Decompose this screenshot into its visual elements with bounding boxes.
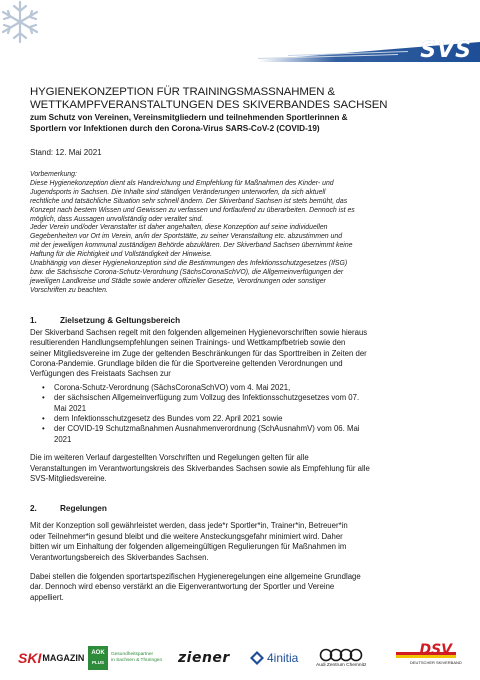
dsv-logo: DSV DEUTSCHER SKIVERBAND (396, 644, 462, 672)
paragraph-line: seiner Mitgliedsvereine im Zuge der geltenden Beschränkungen für das Sporttreiben in Zeiten der (30, 348, 367, 358)
list-item-line: 2021 (54, 434, 72, 444)
audi-logo: Audi Zentrum Chemnitz (316, 644, 366, 672)
paragraph-line: SVS-Mitgliedsvereine. (30, 473, 107, 483)
preface-line: Diese Hygienekonzeption dient als Handreichung und Empfehlung für Maßnahmen des Kinder- und (30, 179, 334, 187)
paragraph-line: oder Teilnehmer*in gesund bleibt und die weitere Ansteckungsgefahr minimiert wird. Daher (30, 531, 343, 541)
preface-line: Jugendsports in Sachsen. Die Inhalte sind ständigen Veränderungen unterworfen, da sich aktuell (30, 188, 326, 196)
regulation-list (30, 383, 455, 445)
document-title (30, 86, 455, 112)
preface-line: jeweiligen Landkreise und Städte sowie anderer offizieller Gesetze, Verordnungen oder sonstiger (30, 277, 326, 285)
list-item (30, 393, 455, 414)
preface-line: mit der jeweiligen kommunal zuständigen Behörde abzuklären. Der Skiverband Sachsen übernimmt keine (30, 242, 353, 250)
subtitle-line: zum Schutz von Vereinen, Vereinsmitgliedern und teilnehmenden Sportlerinnen & (30, 113, 348, 122)
skimagazin-logo: SKI MAGAZIN (18, 650, 85, 666)
subtitle-line: Sportlern vor Infektionen durch den Corona-Virus SARS-CoV-2 (COVID-19) (30, 124, 320, 133)
paragraph-line: resultierenden Handlungsempfehlungen seinen Trainings- und Wettkampfbetrieb sowie den (30, 338, 346, 348)
preface-line: Gegebenheiten vor Ort im Verein, an/in der Sportstätte, zu seiner Veranstaltung etc. abzustimmen und (30, 233, 343, 241)
ziener-logo: ziener (178, 650, 230, 666)
diamond-icon (250, 651, 264, 665)
preface-line: Konzept nach bestem Wissen und Gewissen zu verfassen und fortlaufend zu überarbeiten. Dennoch ist es (30, 206, 355, 214)
list-item (30, 383, 455, 393)
document-subtitle (30, 112, 455, 134)
paragraph-line: Corona-Pandemie. Grundlage bilden die für die Sportvereine geltenden Verordnungen und (30, 358, 343, 368)
section-title: Regelungen (60, 504, 107, 514)
paragraph-line: Mit der Konzeption soll gewährleistet werden, dass jede*r Sportler*in, Trainer*in, Betreuer*in (30, 521, 348, 531)
page-header (0, 0, 480, 82)
section-1-body (30, 328, 455, 380)
document-body (30, 86, 455, 603)
title-line: HYGIENEKONZEPTION FÜR TRAININGSMASSNAHMEN & (30, 86, 335, 98)
paragraph-line: Verfügungen des Freistaats Sachsen zur (30, 369, 171, 379)
section-title: Zielsetzung & Geltungsbereich (60, 315, 181, 325)
section-number: 1. (30, 315, 37, 325)
preface (30, 171, 455, 296)
title-line: WETTKAMPFVERANSTALTUNGEN DES SKIVERBANDES SACHSEN (30, 99, 388, 111)
section-2-body (30, 521, 455, 603)
list-item-line: Mai 2021 (54, 403, 87, 413)
list-item-line: • dem Infektionsschutzgesetz des Bundes vom 22. April 2021 sowie (54, 413, 283, 423)
paragraph-line: Verantwortungsbereich des Skiverbandes Sachsen. (30, 552, 209, 562)
preface-line: Vorbemerkung: (30, 171, 77, 178)
section-heading-1 (30, 316, 455, 325)
preface-line: rechtliche und tatsächliche Situation sehr schnell ändern. Der Skiverband Sachsen ist stets bemüht, das (30, 197, 348, 205)
paragraph-line: Dabei stellen die folgenden sportartspezifischen Hygieneregelungen eine allgemeine Grundlage (30, 572, 361, 581)
paragraph-line: dar. Dennoch wird ebenso verstärkt an die Eigenverantwortung der Sportler und Vereine (30, 582, 335, 592)
brand-logo-text: SVS (420, 38, 472, 63)
preface-line: möglich, dass Aussagen unvollständig oder veraltet sind. (30, 215, 204, 223)
preface-line: Vorschriften zu beachten. (30, 286, 108, 294)
preface-line: bzw. die Sächsische Corona-Schutz-Verordnung (SächsCoronaSchVO), die Allgemeinverfügungen der (30, 268, 344, 276)
paragraph-line: Veranstaltungen im Verantwortungskreis des Skiverbandes Sachsen sowie als Empfehlung für alle (30, 463, 370, 473)
list-item (30, 414, 455, 424)
preface-line: Jeder Verein und/oder Veranstalter ist daher angehalten, diese Konzeption auf seine individuellen (30, 224, 328, 232)
paragraph-line: bitten wir um Einhaltung der folgenden allgemeingültigen Regulierungen für Maßnahmen im (30, 542, 347, 552)
list-item-line: • Corona-Schutz-Verordnung (SächsCoronaSchVO) vom 4. Mai 2021, (54, 382, 291, 392)
audi-rings-icon (318, 648, 364, 662)
list-item (30, 424, 455, 445)
document-date: Stand: 12. Mai 2021 (30, 148, 102, 157)
section-heading-2 (30, 504, 455, 513)
paragraph-line: Die im weiteren Verlauf dargestellten Vorschriften und Regelungen gelten für alle (30, 453, 309, 463)
snowflake-icon (0, 0, 44, 48)
sponsor-footer (0, 636, 480, 680)
4initia-logo: 4initia (250, 644, 298, 672)
paragraph-line: appelliert. (30, 592, 64, 602)
paragraph-line: Der Skiverband Sachsen regelt mit den folgenden allgemeinen Hygienevorschriften sowie hieraus (30, 327, 368, 337)
section-number: 2. (30, 504, 37, 514)
list-item-line: • der sächsischen Allgemeinverfügung zum Vollzug des Infektionsschutzgesetzes vom 07. (54, 393, 360, 403)
preface-line: Unabhängig von dieser Hygienekonzeption sind die Bestimmungen des Infektionsschutzgesetzes (IfSG) (30, 260, 348, 268)
aok-logo: AOK PLUS Gesundheitspartner in Sachsen & Thüringen (88, 644, 162, 672)
preface-line: Haftung für die Richtigkeit und Vollständigkeit der Hinweise. (30, 251, 213, 259)
list-item-line: • der COVID-19 Schutzmaßnahmen Ausnahmenverordnung (SchAusnahmV) vom 06. Mai (54, 424, 360, 434)
section-1-outro (30, 453, 455, 484)
